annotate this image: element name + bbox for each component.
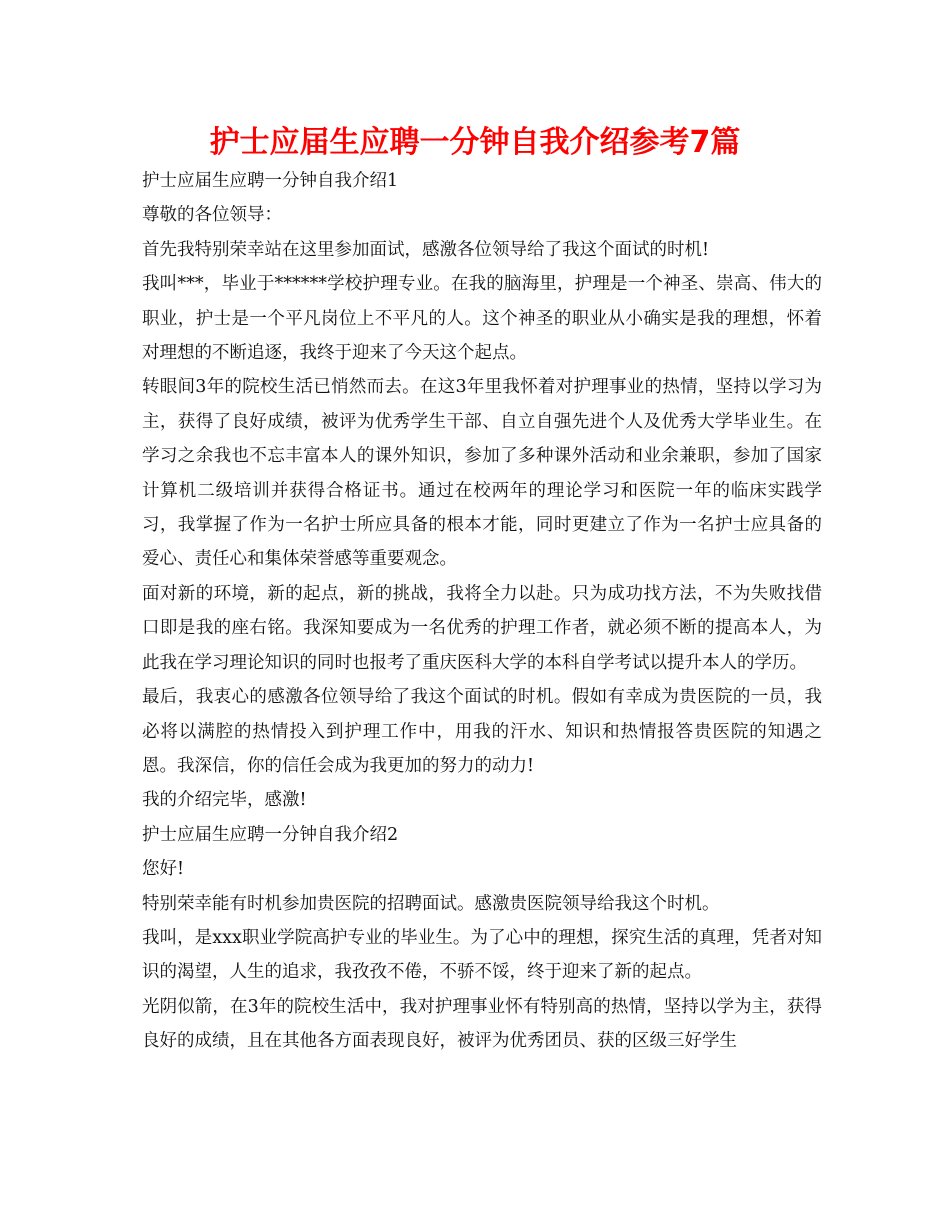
closing-line: 我的介绍完毕，感激! (142, 790, 307, 811)
paragraph: 首先我特别荣幸站在这里参加面试，感激各位领导给了我这个面试的时机! (142, 239, 710, 260)
document-title: 护士应届生应聘一分钟自我介绍参考7篇 (209, 125, 741, 160)
paragraph: 转眼间3年的院校生活已悄然而去。在这3年里我怀着对护理事业的热情，坚持以学习为主，获得了良好成绩，被评为优秀学生干部、自立自强先进个人及优秀大学毕业生。在学习之余我也不忘丰富本人的课外知识，参加了多种课外活动和业余兼职，参加了国家计算机二级培训并获得合格证书。通过在校两年的理论学习和医院一年的临床实践学习，我掌握了作为一名护士所应具备的根本才能，同时更建立了作为一名护士应具备的爱心、责任心和集体荣誉感等重要观念。 (142, 377, 822, 570)
paragraph: 我叫，是xxx职业学院高护专业的毕业生。为了心中的理想，探究生活的真理，凭者对知识的渴望，人生的追求，我孜孜不倦，不骄不馁，终于迎来了新的起点。 (142, 927, 822, 983)
paragraph: 我叫***，毕业于******学校护理专业。在我的脑海里，护理是一个神圣、崇高、伟大的职业，护士是一个平凡岗位上不平凡的人。这个神圣的职业从小确实是我的理想，怀着对理想的不断追逐，我终于迎来了今天这个起点。 (142, 274, 822, 364)
salutation: 您好! (142, 859, 185, 880)
paragraph: 面对新的环境，新的起点，新的挑战，我将全力以赴。只为成功找方法，不为失败找借口即是我的座右铭。我深知要成为一名优秀的护理工作者，就必须不断的提高本人，为此我在学习理论知识的同时也报考了重庆医科大学的本科自学考试以提升本人的学历。 (142, 583, 822, 673)
document-body (142, 164, 822, 1059)
salutation: 尊敬的各位领导： (142, 205, 282, 226)
section-heading-2: 护士应届生应聘一分钟自我介绍2 (142, 824, 399, 845)
paragraph: 最后，我衷心的感激各位领导给了我这个面试的时机。假如有幸成为贵医院的一员，我必将以满腔的热情投入到护理工作中，用我的汗水、知识和热情报答贵医院的知遇之恩。我深信，你的信任会成为我更加的努力的动力! (142, 687, 822, 776)
paragraph: 特别荣幸能有时机参加贵医院的招聘面试。感激贵医院领导给我这个时机。 (142, 893, 720, 914)
paragraph: 光阴似箭，在3年的院校生活中，我对护理事业怀有特别高的热情，坚持以学为主，获得良好的成绩，且在其他各方面表现良好，被评为优秀团员、获的区级三好学生 (142, 996, 822, 1052)
section-heading-1: 护士应届生应聘一分钟自我介绍1 (142, 171, 399, 191)
